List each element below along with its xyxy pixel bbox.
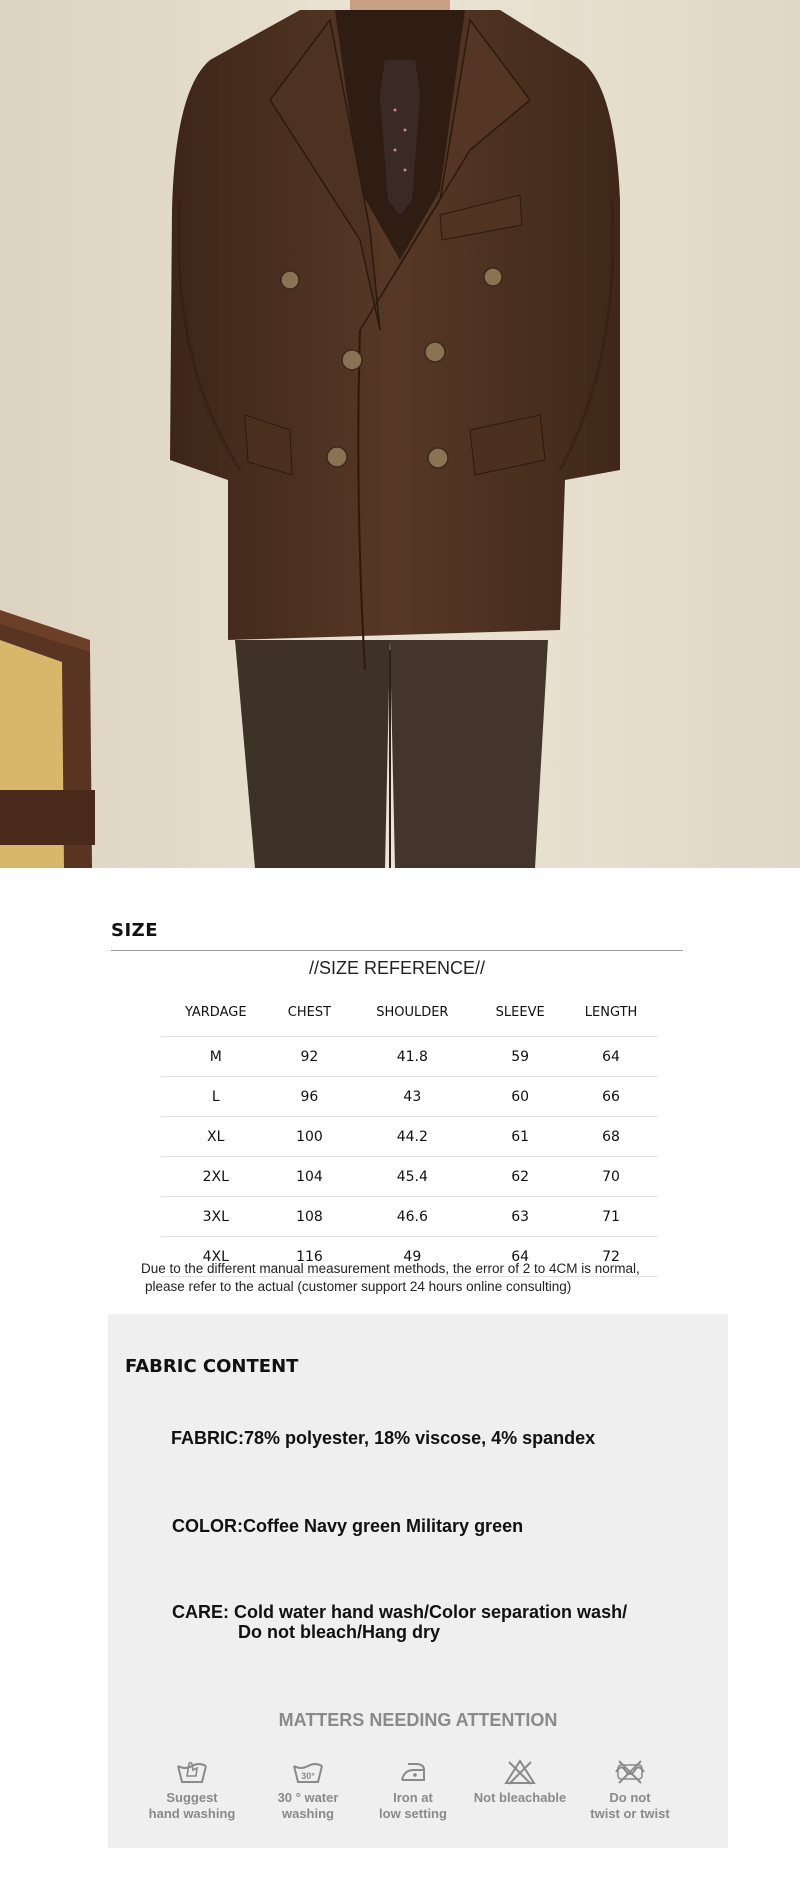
care-item-no-twist — [575, 1758, 685, 1822]
attention-title: MATTERS NEEDING ATTENTION — [278, 1710, 558, 1730]
column-header: CHEST — [270, 988, 348, 1037]
table-row — [161, 1157, 658, 1197]
care-item-hand-wash — [137, 1758, 247, 1822]
table-row — [161, 1117, 658, 1157]
table-cell: 3XL — [161, 1197, 270, 1237]
table-row — [161, 1037, 658, 1077]
color-options: COLOR:Coffee Navy green Military green — [172, 1516, 524, 1536]
care-label: hand washing — [148, 1806, 236, 1821]
fabric-composition: FABRIC:78% polyester, 18% viscose, 4% spandex — [171, 1428, 596, 1448]
fabric-content-title: FABRIC CONTENT — [125, 1356, 299, 1377]
table-cell: 108 — [270, 1197, 348, 1237]
size-reference-title: //SIZE REFERENCE// — [308, 958, 486, 978]
table-cell: 104 — [270, 1157, 348, 1197]
care-label: Suggest — [166, 1790, 218, 1805]
measurement-note — [141, 1260, 701, 1296]
care-label: Iron at — [393, 1790, 433, 1805]
table-cell: 49 — [348, 1237, 476, 1277]
no-twist-icon — [613, 1758, 647, 1786]
column-header: SHOULDER — [348, 988, 476, 1037]
table-cell: 4XL — [161, 1237, 270, 1277]
column-header: YARDAGE — [161, 988, 270, 1037]
column-header: LENGTH — [564, 988, 658, 1037]
chair-image — [0, 610, 95, 868]
table-cell: 100 — [270, 1117, 348, 1157]
hand-wash-icon — [175, 1758, 209, 1786]
table-cell: L — [161, 1077, 270, 1117]
table-cell: 60 — [476, 1077, 564, 1117]
fabric-content-panel — [108, 1314, 728, 1848]
care-item-iron — [358, 1758, 468, 1822]
note-line: please refer to the actual (customer support 24 hours online consulting) — [145, 1279, 572, 1294]
table-cell: M — [161, 1037, 270, 1077]
wash-30-icon — [291, 1758, 325, 1786]
divider — [111, 950, 683, 951]
table-cell: 92 — [270, 1037, 348, 1077]
table-cell: 61 — [476, 1117, 564, 1157]
table-cell: 59 — [476, 1037, 564, 1077]
table-cell: 70 — [564, 1157, 658, 1197]
jacket-image — [170, 10, 620, 670]
care-label: Do not — [609, 1790, 651, 1805]
care-instructions-line1: CARE: Cold water hand wash/Color separation wash/ — [172, 1602, 628, 1622]
table-cell: 64 — [564, 1037, 658, 1077]
table-cell: 63 — [476, 1197, 564, 1237]
table-cell: 66 — [564, 1077, 658, 1117]
table-cell: 62 — [476, 1157, 564, 1197]
table-cell: 2XL — [161, 1157, 270, 1197]
table-cell: 45.4 — [348, 1157, 476, 1197]
care-label: Not bleachable — [473, 1790, 567, 1805]
no-bleach-icon — [503, 1758, 537, 1786]
product-photo — [0, 0, 800, 868]
care-label: twist or twist — [590, 1806, 670, 1821]
table-cell: 71 — [564, 1197, 658, 1237]
size-table — [161, 988, 658, 1277]
column-header: SLEEVE — [476, 988, 564, 1037]
care-instructions-line2: Do not bleach/Hang dry — [238, 1622, 441, 1642]
table-cell: 41.8 — [348, 1037, 476, 1077]
size-section — [111, 920, 683, 1294]
care-label: 30 ° water — [277, 1790, 339, 1805]
svg-text:30°: 30° — [301, 1771, 315, 1781]
table-cell: XL — [161, 1117, 270, 1157]
size-title: SIZE — [111, 920, 159, 941]
table-cell: 96 — [270, 1077, 348, 1117]
care-item-wash-30 — [253, 1758, 363, 1822]
table-cell: 72 — [564, 1237, 658, 1277]
iron-low-icon — [396, 1758, 430, 1786]
table-row — [161, 1077, 658, 1117]
table-row — [161, 1197, 658, 1237]
table-cell: 44.2 — [348, 1117, 476, 1157]
note-line: Due to the different manual measurement methods, the error of 2 to 4CM is normal, — [141, 1261, 640, 1276]
table-header-row — [161, 988, 658, 1037]
care-item-no-bleach — [465, 1758, 575, 1806]
table-cell: 68 — [564, 1117, 658, 1157]
care-label: low setting — [379, 1806, 447, 1821]
table-cell: 46.6 — [348, 1197, 476, 1237]
table-cell: 43 — [348, 1077, 476, 1117]
care-label: washing — [281, 1806, 334, 1821]
table-cell: 116 — [270, 1237, 348, 1277]
table-cell: 64 — [476, 1237, 564, 1277]
